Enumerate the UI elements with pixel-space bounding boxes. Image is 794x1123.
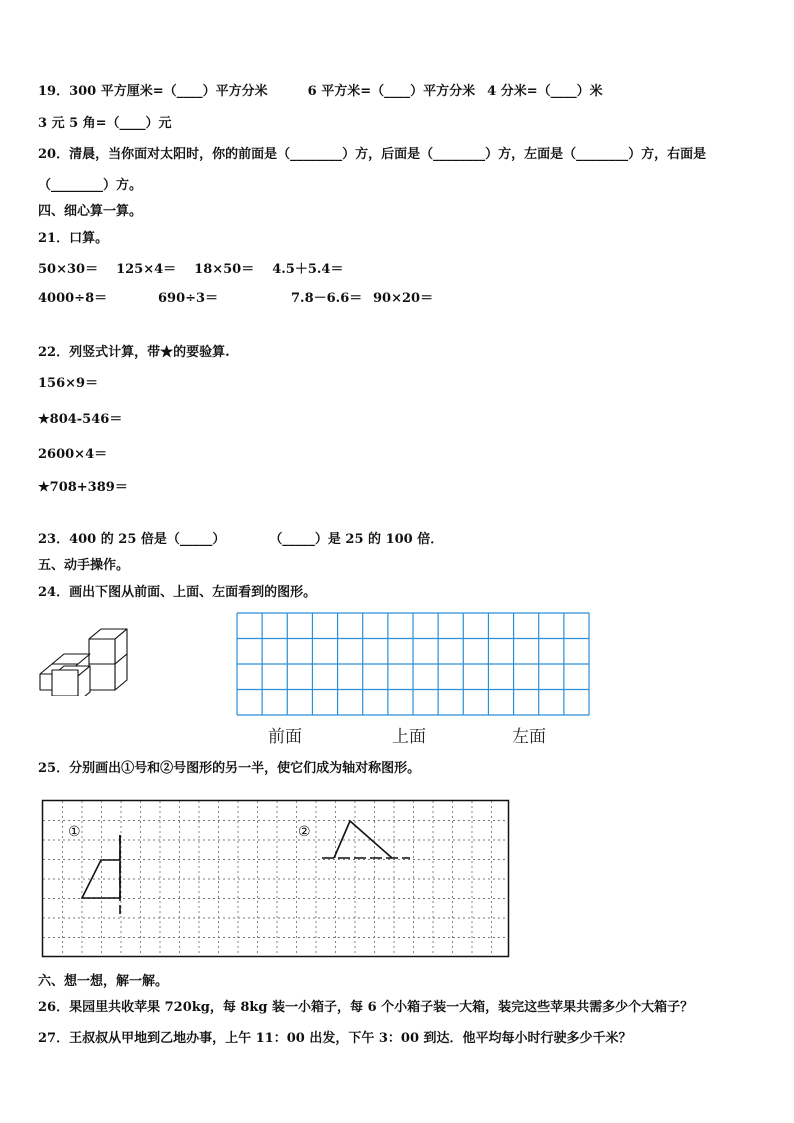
q21-r1-item: 125×4＝ (116, 262, 177, 277)
q21-r2-item: 90×20＝ (373, 291, 434, 306)
q23-line (38, 532, 443, 548)
q21-r1-item: 18×50＝ (194, 262, 255, 277)
q27-text: 27．王叔叔从甲地到乙地办事，上午 11：00 出发，下午 3：00 到达．他平均每小时行驶多少千米？ (38, 1031, 632, 1046)
q20-line2: （________）方。 (38, 178, 143, 193)
q22-item: ★708+389＝ (38, 480, 128, 495)
cube-stack-figure (36, 626, 136, 696)
section-4-title: 四、细心算一算。 (38, 204, 143, 219)
fig-2-label: ② (298, 824, 311, 840)
q19-line1 (38, 84, 603, 100)
section-5-title: 五、动手操作。 (38, 558, 130, 573)
q19-c: 4 分米=（____）米 (487, 84, 603, 99)
q24-title: 24．画出下图从前面、上面、左面看到的图形。 (38, 585, 317, 600)
q25-title: 25．分别画出①号和②号图形的另一半，使它们成为轴对称图形。 (38, 761, 421, 776)
q22-item: 156×9＝ (38, 376, 99, 391)
q23-b: （_____）是 25 的 100 倍． (269, 532, 444, 547)
fig-1-label: ① (68, 824, 81, 840)
q26-text: 26．果园里共收苹果 720kg，每 8kg 装一小箱子，每 6 个小箱子装一大箱，装完这些苹果共需多少个大箱子？ (38, 1000, 694, 1015)
q22-title: 22．列竖式计算，带★的要验算. (38, 345, 230, 360)
q21-title: 21．口算。 (38, 231, 109, 246)
dotted-grid-figure (40, 798, 512, 960)
q19-d: 3 元 5 角=（____）元 (38, 116, 172, 131)
view-label-top: 上面 (392, 727, 426, 747)
q23-a: 23．400 的 25 倍是（_____） (38, 532, 226, 547)
q21-r1-item: 50×30＝ (38, 262, 99, 277)
view-label-left: 左面 (512, 727, 546, 747)
q21-r1-item: 4.5＋5.4＝ (272, 262, 344, 277)
q21-row2 (38, 291, 433, 307)
view-label-front: 前面 (268, 727, 302, 747)
q22-item: ★804-546＝ (38, 412, 123, 427)
q19-b: 6 平方米=（____）平方分米 (307, 84, 476, 99)
q21-r2-item: 690÷3＝ (158, 291, 219, 306)
q21-row1 (38, 262, 343, 278)
section-6-title: 六、想一想，解一解。 (38, 974, 169, 989)
q20-line1: 20．清晨，当你面对太阳时，你的前面是（________）方，后面是（________）方，左面是（________）方，右面是 (38, 147, 707, 162)
q19-a: 19．300 平方厘米=（____）平方分米 (38, 84, 268, 99)
q21-r2-item: 4000÷8＝ (38, 291, 108, 306)
drawing-grid-blue (236, 612, 590, 716)
q21-r2-item: 7.8－6.6＝ (291, 291, 363, 306)
q22-item: 2600×4＝ (38, 447, 108, 462)
